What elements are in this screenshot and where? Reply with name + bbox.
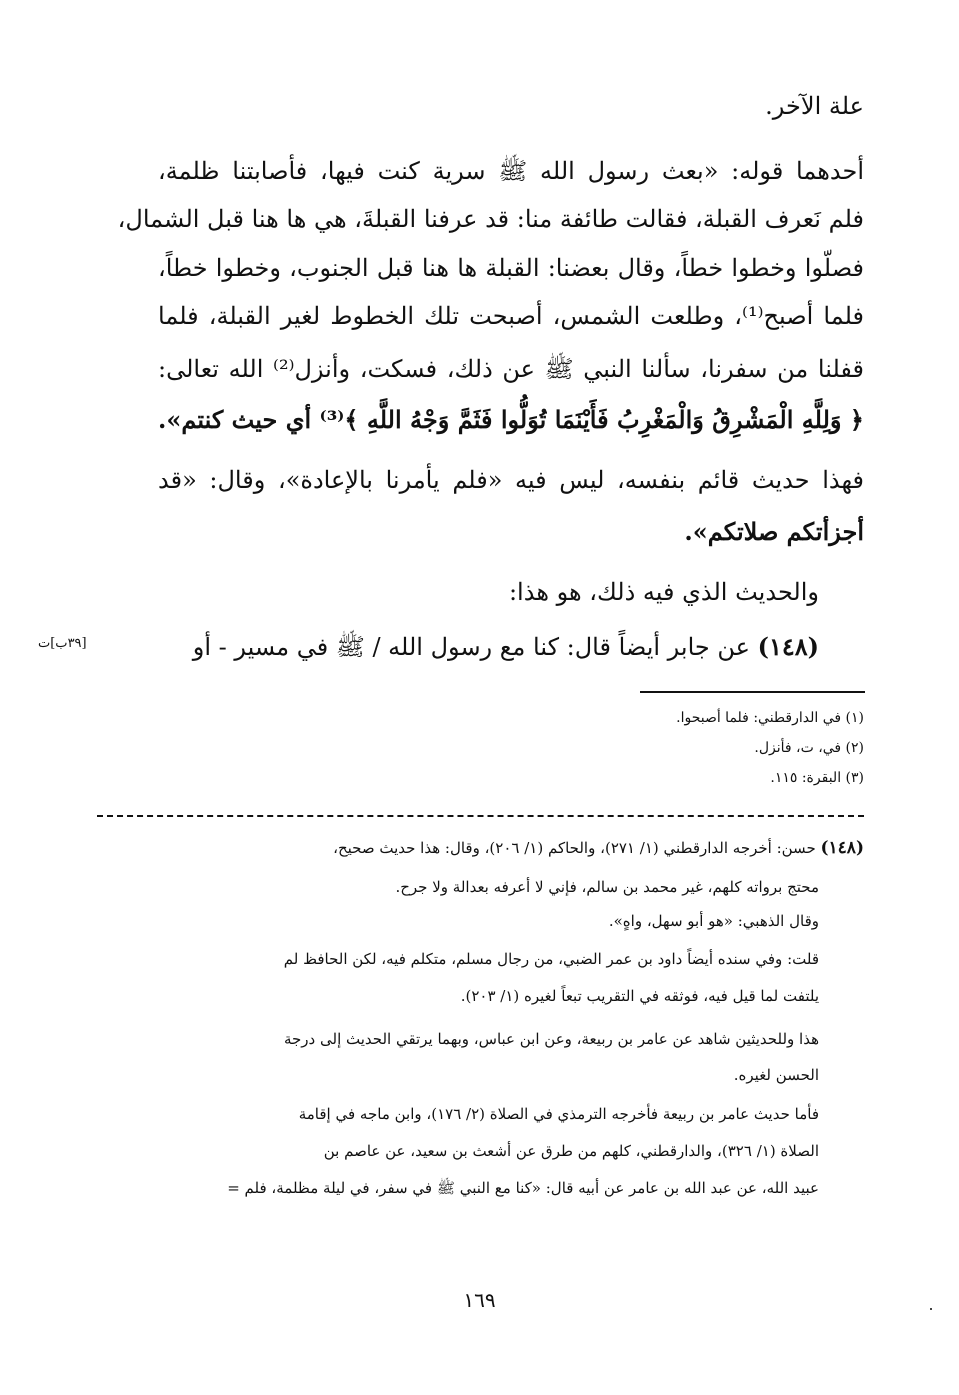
- takhrij-line: عبيد الله، عن عبد الله بن عامر عن أبيه قال: «كنا مع النبي ﷺ في سفر، في ليلة مظلمة، فلم =: [227, 1179, 819, 1197]
- quran-verse-line: ﴿ وَلِلَّهِ الْمَشْرِقُ وَالْمَغْرِبُ فَأَيْنَمَا تُوَلُّوا فَثَمَّ وَجْهُ اللَّهِ ﴾⁽³⁾ أي حيث كنتم».: [158, 405, 864, 434]
- hadith-text: عن جابر أيضاً قال: كنا مع رسول الله / ﷺ في مسير - أو: [192, 633, 750, 661]
- main-text-line: فهذا حديث قائم بنفسه، ليس فيه «فلم يأمرنا بالإعادة»، وقال: «قد: [158, 466, 864, 494]
- hadith-number: (١٤٨): [757, 632, 819, 661]
- takhrij-line: فأما حديث عامر بن ربيعة فأخرجه الترمذي في الصلاة (٢/ ١٧٦)، وابن ماجه في إقامة: [298, 1105, 819, 1123]
- takhrij-text: حسن: أخرجه الدارقطني (١/ ٢٧١)، والحاكم (١/ ٢٠٦)، وقال: هذا حديث صحيح،: [333, 839, 816, 857]
- takhrij-line: يلتفت لما قيل فيه، فوثقه في التقريب تبعاً لغيره (١/ ٢٠٣).: [460, 987, 819, 1005]
- takhrij-line: وقال الذهبي: «هو أبو سهل، واهٍ».: [608, 912, 819, 930]
- page-number: ١٦٩: [463, 1288, 496, 1312]
- takhrij-line: الحسن لغيره.: [733, 1066, 819, 1084]
- footnote: (١) في الدارقطني: فلما أصبحوا.: [676, 710, 864, 726]
- takhrij-separator: [97, 815, 864, 817]
- footnote-separator: [640, 691, 865, 693]
- footnote: (٣) البقرة: ١١٥.: [770, 770, 864, 786]
- main-text-line: فصلّوا وخطوا خطاً، وقال بعضنا: القبلة ها هنا قبل الجنوب، وخطوا خطاً،: [158, 254, 864, 282]
- takhrij-line: الصلاة (١/ ٣٢٦)، والدارقطني، كلهم من طرق عن أشعث بن سعيد، عن عاصم بن: [323, 1142, 819, 1160]
- main-text-line: أجزأتكم صلاتكم».: [684, 517, 864, 546]
- margin-manuscript-ref: [٣٩ب]ت: [38, 636, 87, 651]
- main-text-line: والحديث الذي فيه ذلك، هو هذا:: [508, 578, 819, 606]
- main-text-line: فلما أصبح⁽¹⁾، وطلعت الشمس، أصبحت تلك الخطوط لغير القبلة، فلما: [158, 302, 864, 330]
- hadith-line: [193, 632, 819, 667]
- main-text-line: قفلنا من سفرنا، سألنا النبي ﷺ عن ذلك، فسكت، وأنزل⁽²⁾ الله تعالى:: [158, 355, 865, 383]
- footnote: (٢) في، ت، فأنزل.: [754, 740, 864, 756]
- scan-speck: [930, 1308, 932, 1310]
- takhrij-line: قلت: وفي سنده أيضاً داود بن عمر الضبي، من رجال مسلم، متكلم فيه، لكن الحافظ لم: [283, 950, 819, 968]
- takhrij-line: محتج برواته كلهم، غير محمد بن سالم، فإني لا أعرفه بعدالة ولا جرح.: [395, 878, 819, 896]
- takhrij-first-line: [333, 838, 864, 858]
- takhrij-number: (١٤٨): [820, 838, 864, 858]
- main-text-line: علة الآخر.: [765, 92, 864, 120]
- main-text-line: أحدهما قوله: «بعث رسول الله ﷺ سرية كنت فيها، فأصابتنا ظلمة،: [158, 157, 864, 185]
- takhrij-line: هذا وللحديثين شاهد عن عامر بن ربيعة، وعن ابن عباس، وبهما يرتقي الحديث إلى درجة: [283, 1030, 819, 1048]
- main-text-line: فلم نَعرف القبلة، فقالت طائفة منا: قد عرفنا القبلةَ، هي ها هنا قبل الشمال،: [117, 205, 864, 233]
